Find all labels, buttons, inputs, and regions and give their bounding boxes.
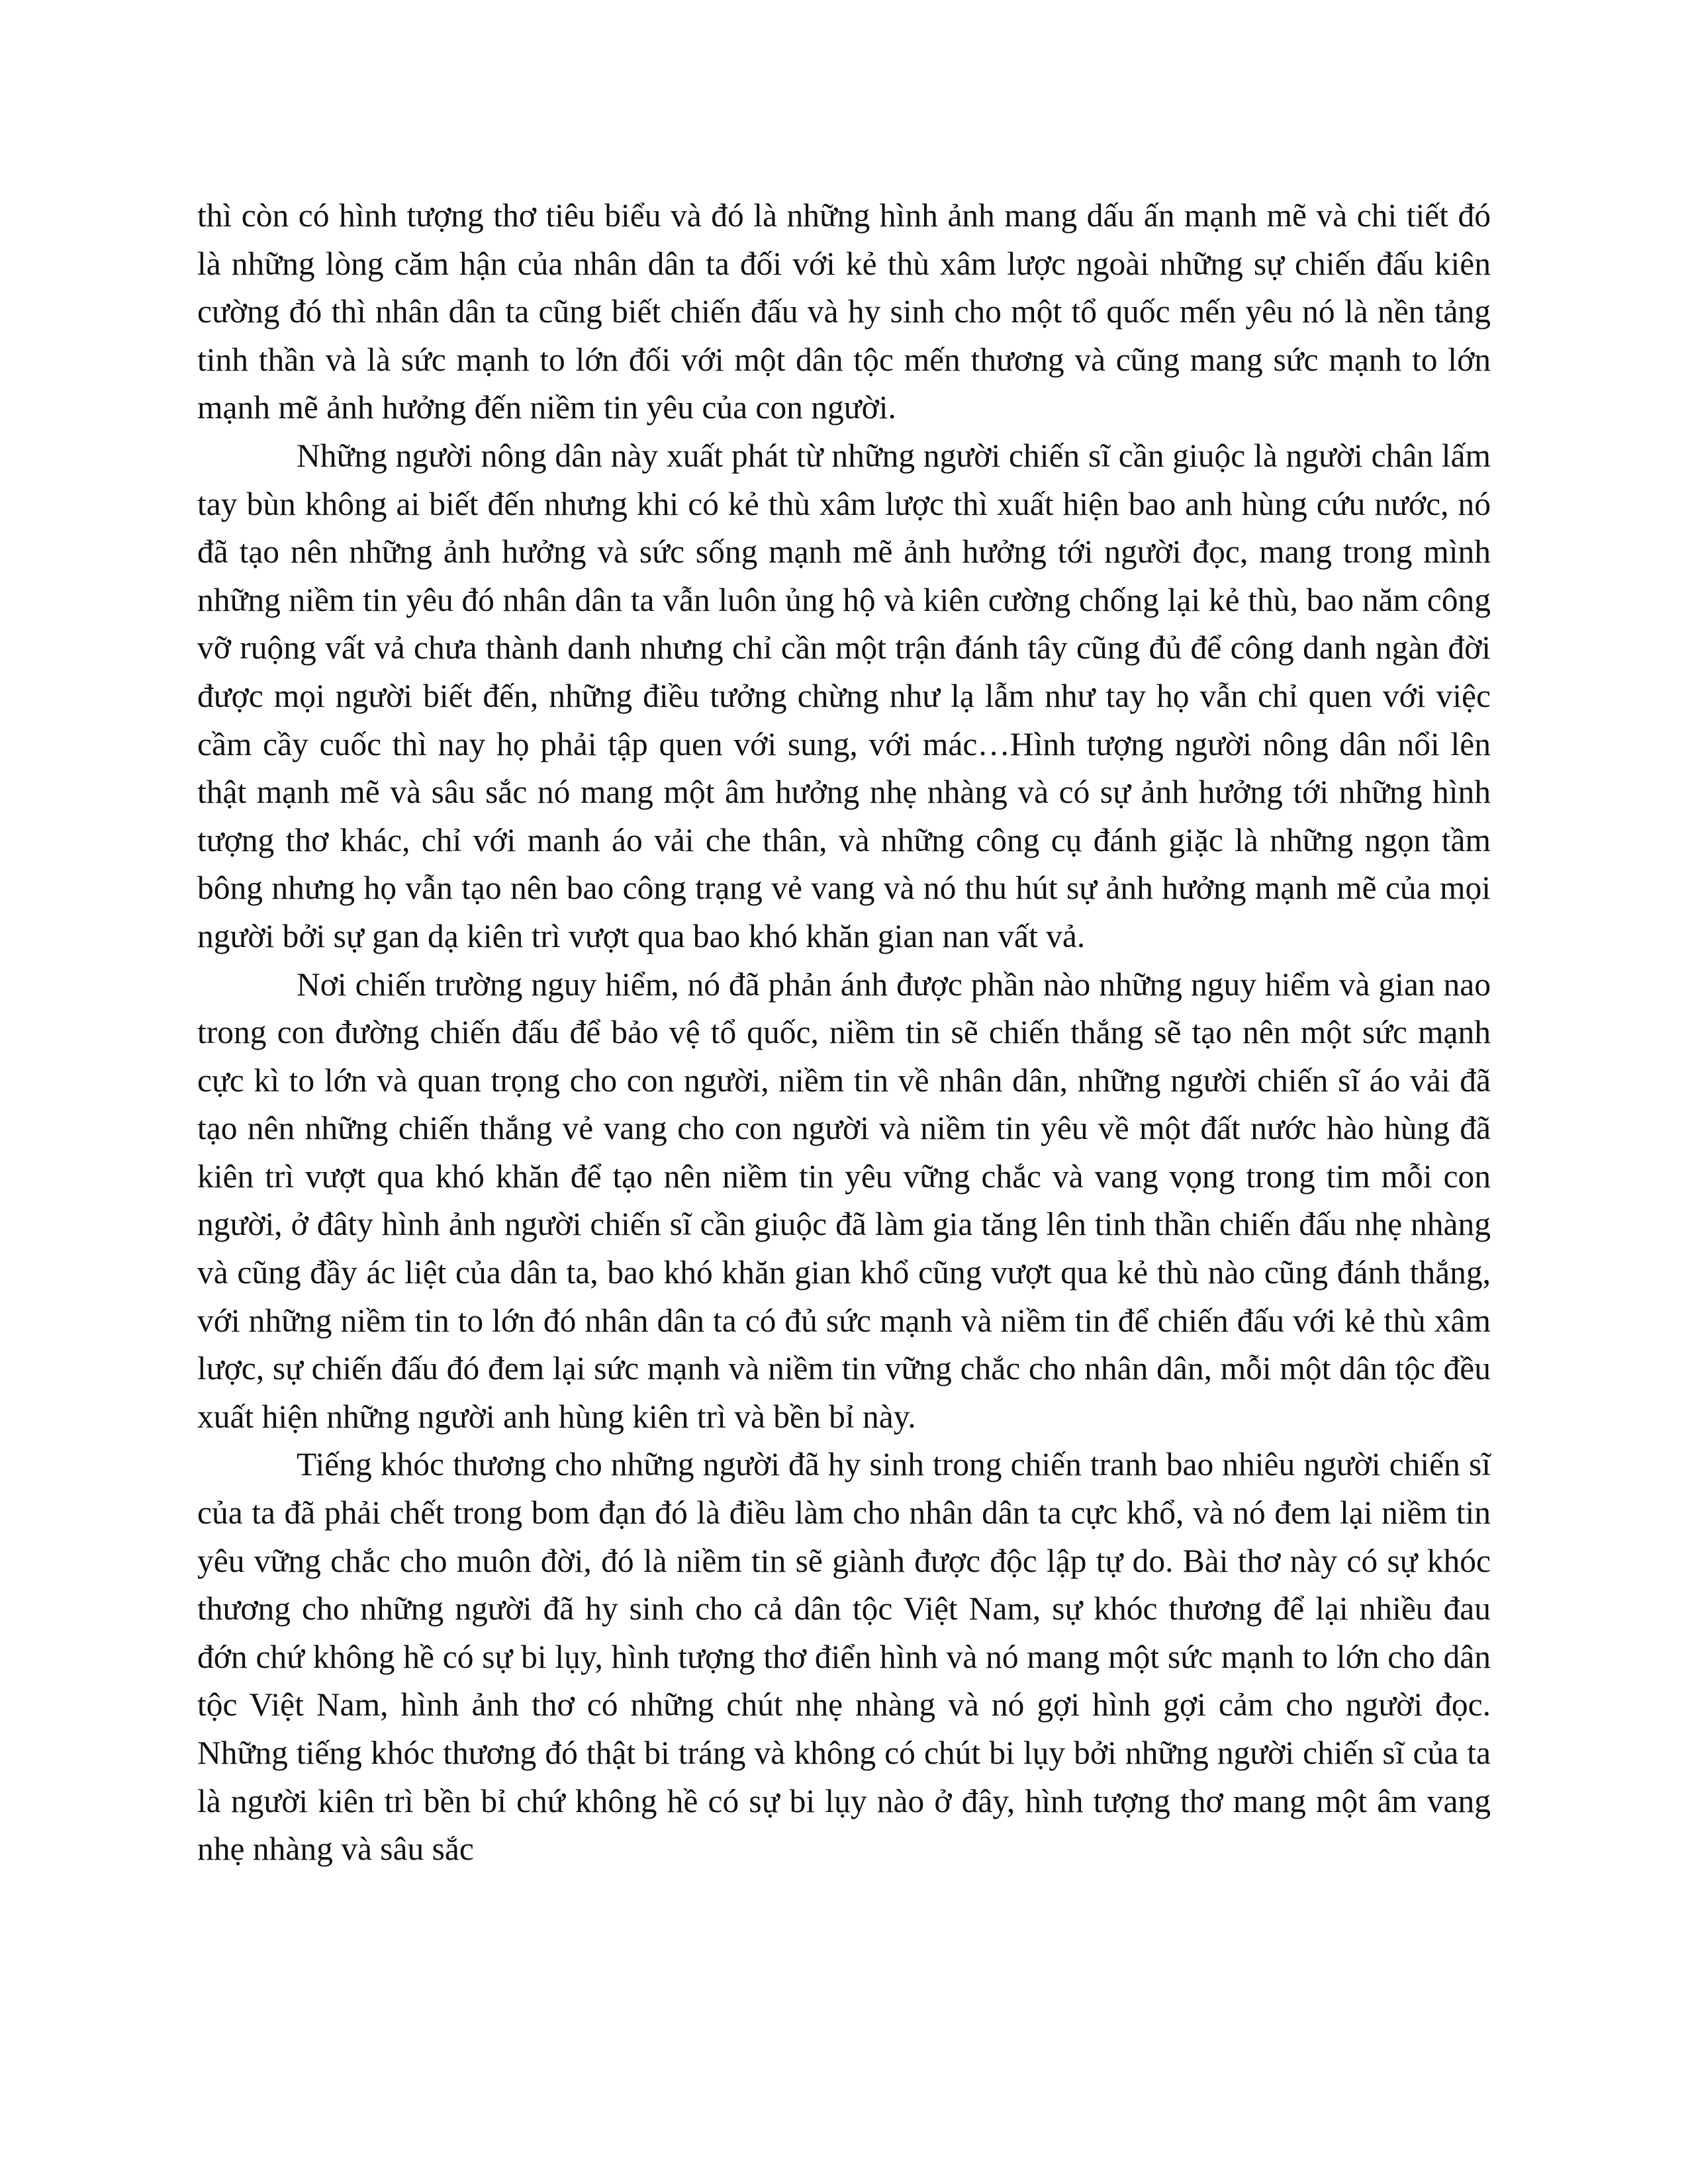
paragraph-battlefield: Nơi chiến trường nguy hiểm, nó đã phản ánh được phần nào những nguy hiểm và gian nao trong con đường chiến đấu để bảo vệ tổ quốc, niềm tin sẽ chiến thắng sẽ tạo nên một sức mạnh cực kì to lớn và quan trọng cho con người, niềm tin về nhân dân, những người chiến sĩ áo vải đã tạo nên những chiến thắng vẻ vang cho con người và niềm tin yêu về một đất nước hào hùng đã kiên trì vượt qua khó khăn để tạo nên niềm tin yêu vững chắc và vang vọng trong tim mỗi con người, ở đâty hình ảnh người chiến sĩ cần giuộc đã làm gia tăng lên tinh thần chiến đấu nhẹ nhàng và cũng đầy ác liệt của dân ta, bao khó khăn gian khổ cũng vượt qua kẻ thù nào cũng đánh thắng, với những niềm tin to lớn đó nhân dân ta có đủ sức mạnh và niềm tin để chiến đấu với kẻ thù xâm lược, sự chiến đấu đó đem lại sức mạnh và niềm tin vững chắc cho nhân dân, mỗi một dân tộc đều xuất hiện những người anh hùng kiên trì và bền bỉ này. bbox=[197, 966, 1491, 1435]
paragraph-mourning: Tiếng khóc thương cho những người đã hy sinh trong chiến tranh bao nhiêu người chiến sĩ của ta đã phải chết trong bom đạn đó là điều làm cho nhân dân ta cực khổ, và nó đem lại niềm tin yêu vững chắc cho muôn đời, đó là niềm tin sẽ giành được độc lập tự do. Bài thơ này có sự khóc thương cho những người đã hy sinh cho cả dân tộc Việt Nam, sự khóc thương để lại nhiều đau đớn chứ không hề có sự bi lụy, hình tượng thơ điển hình và nó mang một sức mạnh to lớn cho dân tộc Việt Nam, hình ảnh thơ có những chút nhẹ nhàng và nó gợi hình gợi cảm cho người đọc. Những tiếng khóc thương đó thật bi tráng và không có chút bi lụy bởi những người chiến sĩ của ta là người kiên trì bền bỉ chứ không hề có sự bi lụy nào ở đây, hình tượng thơ mang một âm vang nhẹ nhàng và sâu sắc bbox=[197, 1446, 1491, 1868]
document-body bbox=[197, 192, 1491, 1874]
paragraph-continuation: thì còn có hình tượng thơ tiêu biểu và đó là những hình ảnh mang dấu ấn mạnh mẽ và chi tiết đó là những lòng căm hận của nhân dân ta đối với kẻ thù xâm lược ngoài những sự chiến đấu kiên cường đó thì nhân dân ta cũng biết chiến đấu và hy sinh cho một tổ quốc mến yêu nó là nền tảng tinh thần và là sức mạnh to lớn đối với một dân tộc mến thương và cũng mang sức mạnh to lớn mạnh mẽ ảnh hưởng đến niềm tin yêu của con người. bbox=[197, 197, 1491, 426]
paragraph-farmers: Những người nông dân này xuất phát từ những người chiến sĩ cần giuộc là người chân lấm tay bùn không ai biết đến nhưng khi có kẻ thù xâm lược thì xuất hiện bao anh hùng cứu nước, nó đã tạo nên những ảnh hưởng và sức sống mạnh mẽ ảnh hưởng tới người đọc, mang trong mình những niềm tin yêu đó nhân dân ta vẫn luôn ủng hộ và kiên cường chống lại kẻ thù, bao năm công vỡ ruộng vất vả chưa thành danh nhưng chỉ cần một trận đánh tây cũng đủ để công danh ngàn đời được mọi người biết đến, những điều tưởng chừng như lạ lẫm như tay họ vẫn chỉ quen với việc cầm cầy cuốc thì nay họ phải tập quen với sung, với mác…Hình tượng người nông dân nổi lên thật mạnh mẽ và sâu sắc nó mang một âm hưởng nhẹ nhàng và có sự ảnh hưởng tới những hình tượng thơ khác, chỉ với manh áo vải che thân, và những công cụ đánh giặc là những ngọn tầm bông nhưng họ vẫn tạo nên bao công trạng vẻ vang và nó thu hút sự ảnh hưởng mạnh mẽ của mọi người bởi sự gan dạ kiên trì vượt qua bao khó khăn gian nan vất vả. bbox=[197, 437, 1491, 954]
